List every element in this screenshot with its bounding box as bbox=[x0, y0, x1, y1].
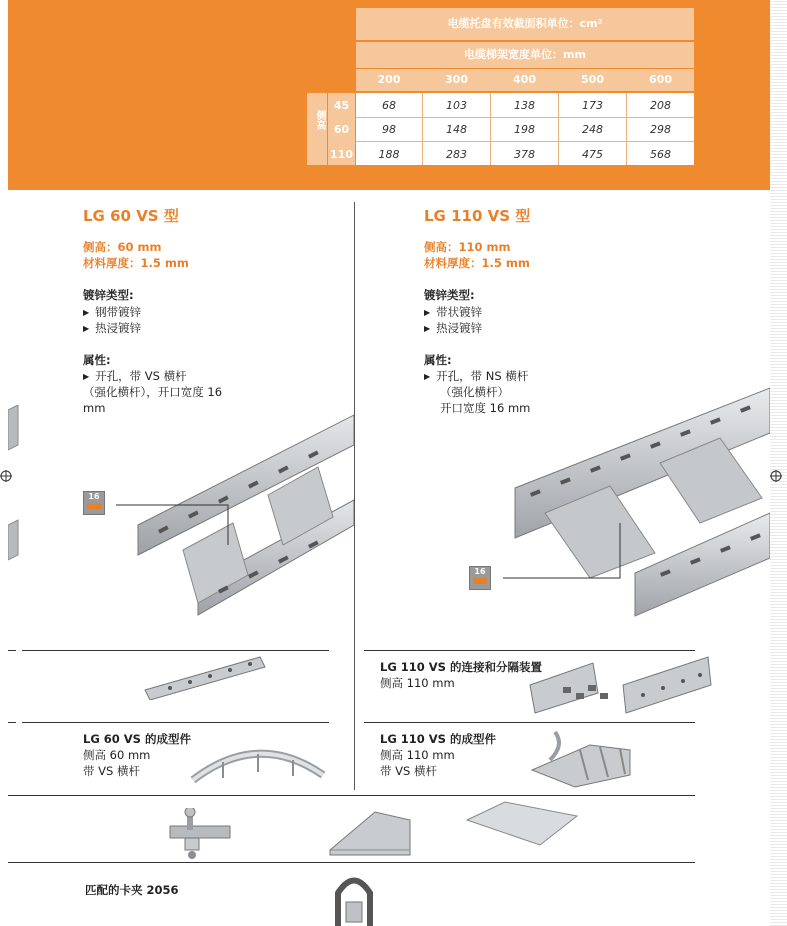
row-label: 60 bbox=[333, 123, 350, 136]
right-prop-line: 开口宽度 16 mm bbox=[440, 401, 531, 415]
divider bbox=[8, 722, 16, 723]
right-spec-thickness: 材料厚度：1.5 mm bbox=[424, 256, 530, 270]
right-fittings-line: 侧高 110 mm bbox=[380, 748, 455, 762]
table-cell: 68 bbox=[382, 99, 396, 112]
right-product-title: LG 110 VS 型 bbox=[424, 207, 531, 225]
table-cell: 173 bbox=[582, 99, 603, 112]
table-cell: 138 bbox=[514, 99, 535, 112]
table-cell: 98 bbox=[382, 123, 396, 136]
bend-fitting-lg60-illustration bbox=[188, 740, 328, 785]
registration-mark-icon bbox=[770, 470, 782, 482]
left-fittings-line: 带 VS 横杆 bbox=[83, 764, 140, 778]
width-header: 400 bbox=[513, 73, 536, 86]
divider bbox=[364, 650, 695, 651]
row-axis-label: 侧高 bbox=[314, 110, 325, 130]
divider bbox=[8, 862, 695, 863]
row-label: 110 bbox=[330, 148, 353, 161]
left-prop-line: mm bbox=[83, 401, 106, 415]
right-prop-line: （强化横杆） bbox=[440, 385, 509, 399]
table-cell: 198 bbox=[514, 123, 535, 136]
table-cell: 298 bbox=[650, 123, 671, 136]
right-fittings-title: LG 110 VS 的成型件 bbox=[380, 732, 496, 746]
table-cell: 378 bbox=[514, 148, 535, 161]
right-galv-item: ▶ 热浸镀锌 bbox=[424, 320, 482, 338]
left-prop-line: （强化横杆），开口宽度 16 bbox=[83, 385, 223, 399]
row-divider bbox=[356, 141, 694, 142]
table-cell: 475 bbox=[582, 148, 603, 161]
opening-width-badge: 16 bbox=[469, 566, 491, 590]
page-edge-strip bbox=[770, 0, 787, 926]
flat-cover-illustration bbox=[465, 800, 580, 848]
cover-plate-illustration bbox=[325, 810, 415, 858]
clamp-fixture-illustration bbox=[165, 808, 235, 860]
divider bbox=[22, 650, 329, 651]
row-label: 45 bbox=[333, 99, 350, 112]
right-prop-heading: 属性: bbox=[424, 353, 452, 367]
width-header: 500 bbox=[581, 73, 604, 86]
left-galv-heading: 镀锌类型: bbox=[83, 288, 134, 302]
right-galv-item: ▶ 带状镀锌 bbox=[424, 304, 482, 322]
divider bbox=[8, 795, 695, 796]
opening-width-badge: 16 bbox=[83, 491, 105, 515]
left-spec-height: 侧高：60 mm bbox=[83, 240, 162, 254]
left-galv-item: ▶ 钢带镀锌 bbox=[83, 304, 141, 322]
table-cell: 103 bbox=[446, 99, 467, 112]
registration-mark-icon bbox=[0, 470, 12, 482]
table-cell: 148 bbox=[446, 123, 467, 136]
right-spec-height: 侧高：110 mm bbox=[424, 240, 511, 254]
right-connect-line: 侧高 110 mm bbox=[380, 676, 455, 690]
right-prop-line: ▶ 开孔，带 NS 横杆 bbox=[424, 368, 528, 386]
left-spec-thickness: 材料厚度：1.5 mm bbox=[83, 256, 189, 270]
divider bbox=[8, 650, 16, 651]
clamp-label: 匹配的卡夹 2056 bbox=[85, 883, 179, 897]
left-product-title: LG 60 VS 型 bbox=[83, 207, 179, 225]
table-header-area: 电缆托盘有效截面积单位：cm² bbox=[356, 8, 694, 40]
clip-2056-illustration bbox=[330, 868, 378, 926]
right-connect-title: LG 110 VS 的连接和分隔装置 bbox=[380, 660, 542, 674]
left-galv-item: ▶ 热浸镀锌 bbox=[83, 320, 141, 338]
width-header: 600 bbox=[649, 73, 672, 86]
table-cell: 283 bbox=[446, 148, 467, 161]
row-divider bbox=[356, 117, 694, 118]
connector-lg110-illustration bbox=[528, 655, 713, 715]
cable-ladder-lg60-illustration bbox=[8, 405, 354, 640]
width-header: 200 bbox=[377, 73, 401, 86]
divider bbox=[22, 722, 329, 723]
table-cell: 188 bbox=[378, 148, 400, 161]
left-fittings-line: 侧高 60 mm bbox=[83, 748, 151, 762]
left-fittings-title: LG 60 VS 的成型件 bbox=[83, 732, 191, 746]
right-galv-heading: 镀锌类型: bbox=[424, 288, 475, 302]
left-prop-heading: 属性: bbox=[83, 353, 111, 367]
table-cell: 568 bbox=[650, 148, 671, 161]
cable-ladder-lg110-illustration bbox=[500, 378, 770, 618]
table-cell: 208 bbox=[650, 99, 671, 112]
column-divider bbox=[354, 202, 355, 790]
connector-lg60-illustration bbox=[140, 655, 270, 700]
divider bbox=[364, 722, 695, 723]
tee-fitting-lg110-illustration bbox=[530, 730, 635, 788]
table-header-width: 电缆梯架宽度单位：mm bbox=[356, 42, 694, 68]
width-header: 300 bbox=[445, 73, 468, 86]
right-fittings-line: 带 VS 横杆 bbox=[380, 764, 437, 778]
table-cell: 248 bbox=[582, 123, 603, 136]
left-prop-line: ▶ 开孔，带 VS 横杆 bbox=[83, 368, 187, 386]
